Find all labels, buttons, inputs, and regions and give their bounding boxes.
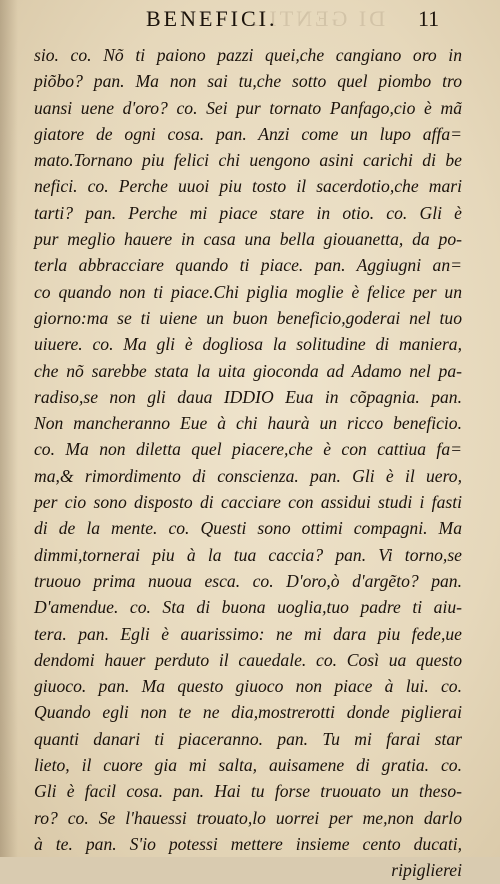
text-line: giorno:ma se ti uiene un buon beneficio,goderai nel tuo	[34, 307, 462, 328]
text-line: giuoco. pan. Ma questo giuoco non piace à lui. co.	[34, 676, 462, 697]
text-line: radiso,se non gli daua IDDIO Eua in cõpagnia. pan.	[34, 386, 462, 407]
text-line: ma,& rimordimento di conscienza. pan. Gli è il uero,	[34, 465, 462, 486]
text-line: di de la mente. co. Questi sono ottimi compagni. Ma	[34, 518, 462, 539]
text-line: Gli è facil cosa. pan. Hai tu forse truouato un theso-	[34, 781, 462, 802]
body-text	[34, 42, 462, 884]
page-header	[0, 4, 500, 36]
text-line: D'amendue. co. Sta di buona uoglia,tuo padre ti aiu-	[34, 597, 462, 618]
text-line: per cio sono disposto di cacciare con assidui studi i fasti	[34, 492, 462, 513]
text-line: uansi uene d'oro? co. Sei pur tornato Panfago,cio è mã	[34, 97, 462, 118]
text-line: quanti danari ti piaceranno. pan. Tu mi farai star	[34, 728, 462, 749]
text-line: piõbo? pan. Ma non sai tu,che sotto quel piombo tro	[34, 71, 462, 92]
text-line: truouo prima nuoua esca. co. D'oro,ò d'argẽto? pan.	[34, 570, 462, 591]
text-line: Quando egli non te ne dia,mostrerotti donde piglierai	[34, 702, 462, 723]
text-line: tarti? pan. Perche mi piace stare in otio. co. Gli è	[34, 202, 462, 223]
text-line: uiuere. co. Ma gli è dogliosa la solitudine di maniera,	[34, 334, 462, 355]
text-line: co. Ma non diletta quel piacere,che è con cattiua fa=	[34, 439, 462, 460]
text-line: ro? co. Se l'hauessi trouato,lo uorrei per me,non darlo	[34, 807, 462, 828]
text-line: che nõ sarebbe stata la uita gioconda ad Adamo nel pa-	[34, 360, 462, 381]
text-line: sio. co. Nõ ti paiono pazzi quei,che cangiano oro in	[34, 45, 462, 65]
page-number: 11	[418, 6, 440, 31]
text-line: dendomi hauer perduto il cauedale. co. Così ua questo	[34, 649, 462, 670]
text-line: co quando non ti piace.Chi piglia moglie è felice per un	[34, 281, 462, 302]
text-line: Non mancheranno Eue à chi haurà un ricco beneficio.	[34, 413, 462, 434]
text-line: à te. pan. S'io potessi mettere insieme cento ducati,	[34, 833, 462, 854]
text-line: mato.Tornano piu felici chi uengono asini carichi di be	[34, 150, 462, 171]
text-line: lieto, il cuore gia mi salta, auisamene di gratia. co.	[34, 755, 462, 776]
gutter-shadow	[0, 0, 18, 857]
running-head: BENEFICI.	[146, 6, 278, 31]
text-line: pur meglio hauere in casa una bella giouanetta, da po-	[34, 229, 462, 250]
text-line: tera. pan. Egli è auarissimo: ne mi dara piu fede,ue	[34, 623, 462, 644]
text-line: terla abbracciare quando ti piace. pan. Aggiugni an=	[34, 255, 462, 276]
text-line: ripiglierei	[391, 860, 462, 881]
bleed-through-text: DI GENTIL	[250, 6, 386, 31]
text-line: dimmi,tornerai piu à la tua caccia? pan. Vi torno,se	[34, 544, 462, 565]
text-line: nefici. co. Perche uuoi piu tosto il sacerdotio,che mari	[34, 176, 462, 197]
text-line: giatore de ogni cosa. pan. Anzi come un lupo affa=	[34, 123, 462, 144]
